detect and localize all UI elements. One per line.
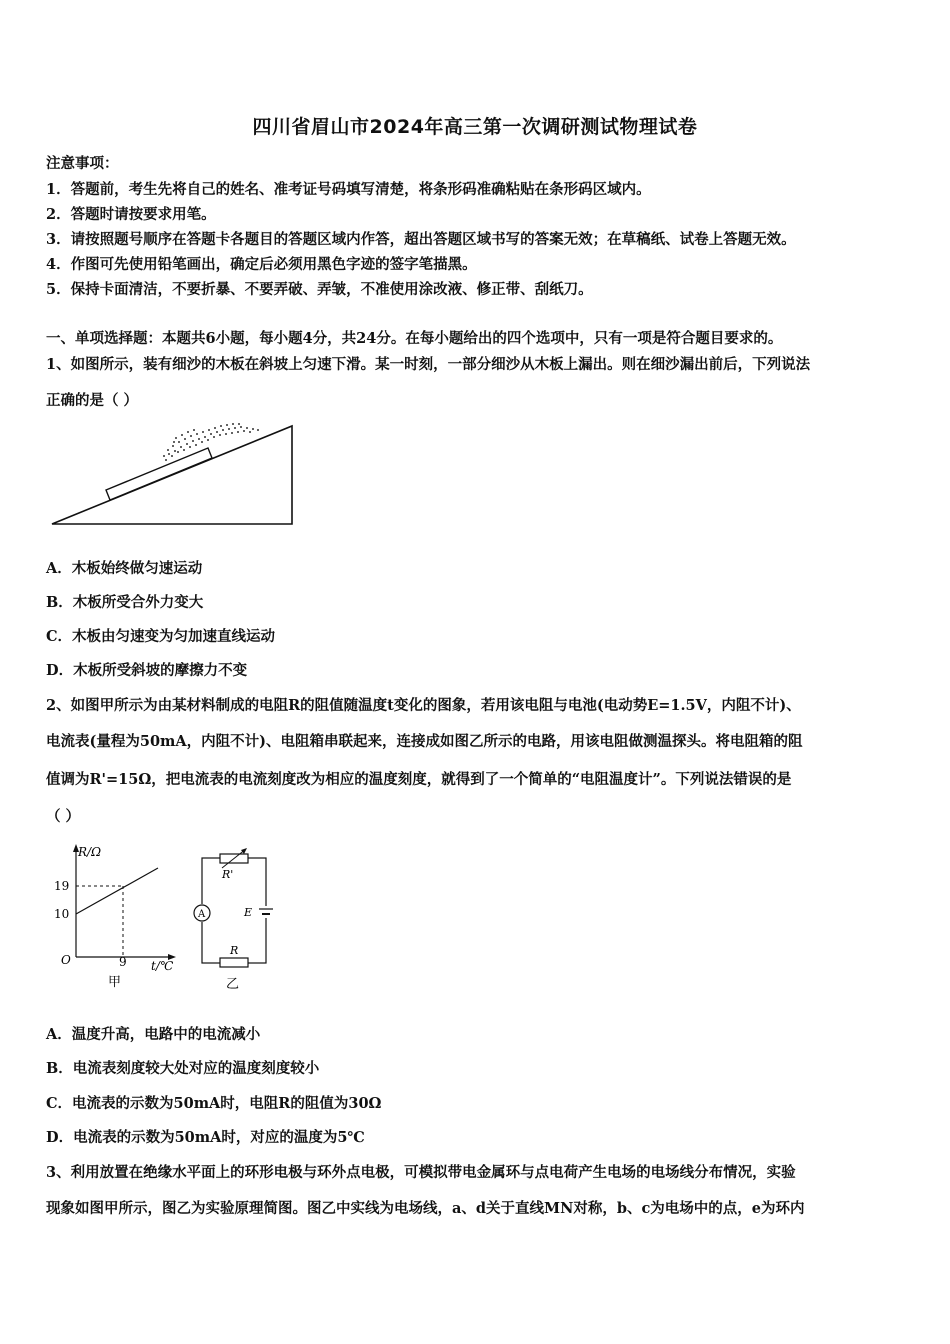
q1-stem-line1: 1、如图所示，装有细沙的木板在斜坡上匀速下滑。某一时刻，一部分细沙从木板上漏出。则在细沙漏出前后，下列说法 [46, 356, 811, 373]
circuit-caption: 乙 [226, 977, 240, 992]
q1-option-c: C．木板由匀速变为匀加速直线运动 [46, 628, 276, 645]
y-axis-label: R/Ω [78, 845, 102, 859]
q1-option-d: D．木板所受斜坡的摩擦力不变 [46, 662, 248, 679]
notice-item-2: 2．答题时请按要求用笔。 [46, 206, 216, 223]
notice-item-5: 5．保持卡面清洁，不要折暴、不要弄破、弄皱，不准使用涂改液、修正带、刮纸刀。 [46, 281, 593, 298]
q3-stem-line2: 现象如图甲所示，图乙为实验原理简图。图乙中实线为电场线，a、d关于直线MN对称，b、c为电场中的点，e为环内 [46, 1200, 805, 1217]
section-heading: 一、单项选择题：本题共6小题，每小题4分，共24分。在每小题给出的四个选项中，只有一项是符合题目要求的。 [46, 330, 783, 347]
resistor-r [220, 958, 248, 967]
x-tick-9: 9 [119, 955, 127, 969]
notice-item-1: 1．答题前，考生先将自己的姓名、准考证号码填写清楚，将条形码准确粘贴在条形码区域内。 [46, 181, 651, 198]
graph-caption: 甲 [108, 975, 122, 990]
q1-incline-figure [48, 420, 300, 528]
notice-item-4: 4．作图可先使用铅笔画出，确定后必须用黑色字迹的签字笔描黑。 [46, 256, 477, 273]
notice-item-3: 3．请按照题号顺序在答题卡各题目的答题区域内作答，超出答题区域书写的答案无效；在草稿纸、试卷上答题无效。 [46, 231, 796, 248]
x-axis-label: t/℃ [151, 959, 174, 973]
y-tick-10: 10 [54, 907, 70, 921]
q3-stem-line1: 3、利用放置在绝缘水平面上的环形电极与环外点电极，可模拟带电金属环与点电荷产生电场的电场线分布情况，实验 [46, 1164, 796, 1181]
q1-option-b: B．木板所受合外力变大 [46, 594, 204, 611]
resistor-label: R [230, 944, 239, 957]
battery-label: E [244, 906, 253, 919]
q2-stem-line2: 电流表(量程为50mA，内阻不计)、电阻箱串联起来，连接成如图乙所示的电路，用该电阻做测温探头。将电阻箱的阻 [46, 733, 803, 750]
ammeter-label: A [198, 909, 206, 920]
notice-heading: 注意事项： [46, 155, 119, 172]
y-tick-19: 19 [54, 879, 70, 893]
page-title: 四川省眉山市2024年高三第一次调研测试物理试卷 [252, 116, 698, 138]
q2-stem-line1: 2、如图甲所示为由某材料制成的电阻R的阻值随温度t变化的图象，若用该电阻与电池(电动势E=1.5V，内阻不计)、 [46, 697, 801, 714]
q2-option-a: A．温度升高，电路中的电流减小 [46, 1026, 261, 1043]
q2-option-d: D．电流表的示数为50mA时，对应的温度为5℃ [46, 1129, 365, 1146]
q1-stem-line2: 正确的是（ ） [46, 392, 139, 409]
q1-option-a: A．木板始终做匀速运动 [46, 560, 203, 577]
q2-option-b: B．电流表刻度较大处对应的温度刻度较小 [46, 1060, 320, 1077]
q2-option-c: C．电流表的示数为50mA时，电阻R的阻值为30Ω [46, 1095, 382, 1112]
origin-label: O [61, 953, 71, 967]
q2-stem-line4: （ ） [46, 808, 81, 825]
q2-circuit-yi [188, 848, 278, 992]
wooden-board [106, 448, 212, 500]
q2-graph-jia [48, 842, 188, 992]
rbox-label: R' [222, 868, 234, 881]
r-vs-t-line [76, 868, 158, 914]
q2-stem-line3: 值调为R'=15Ω，把电流表的电流刻度改为相应的温度刻度，就得到了一个简单的“电阻温度计”。下列说法错误的是 [46, 771, 792, 788]
